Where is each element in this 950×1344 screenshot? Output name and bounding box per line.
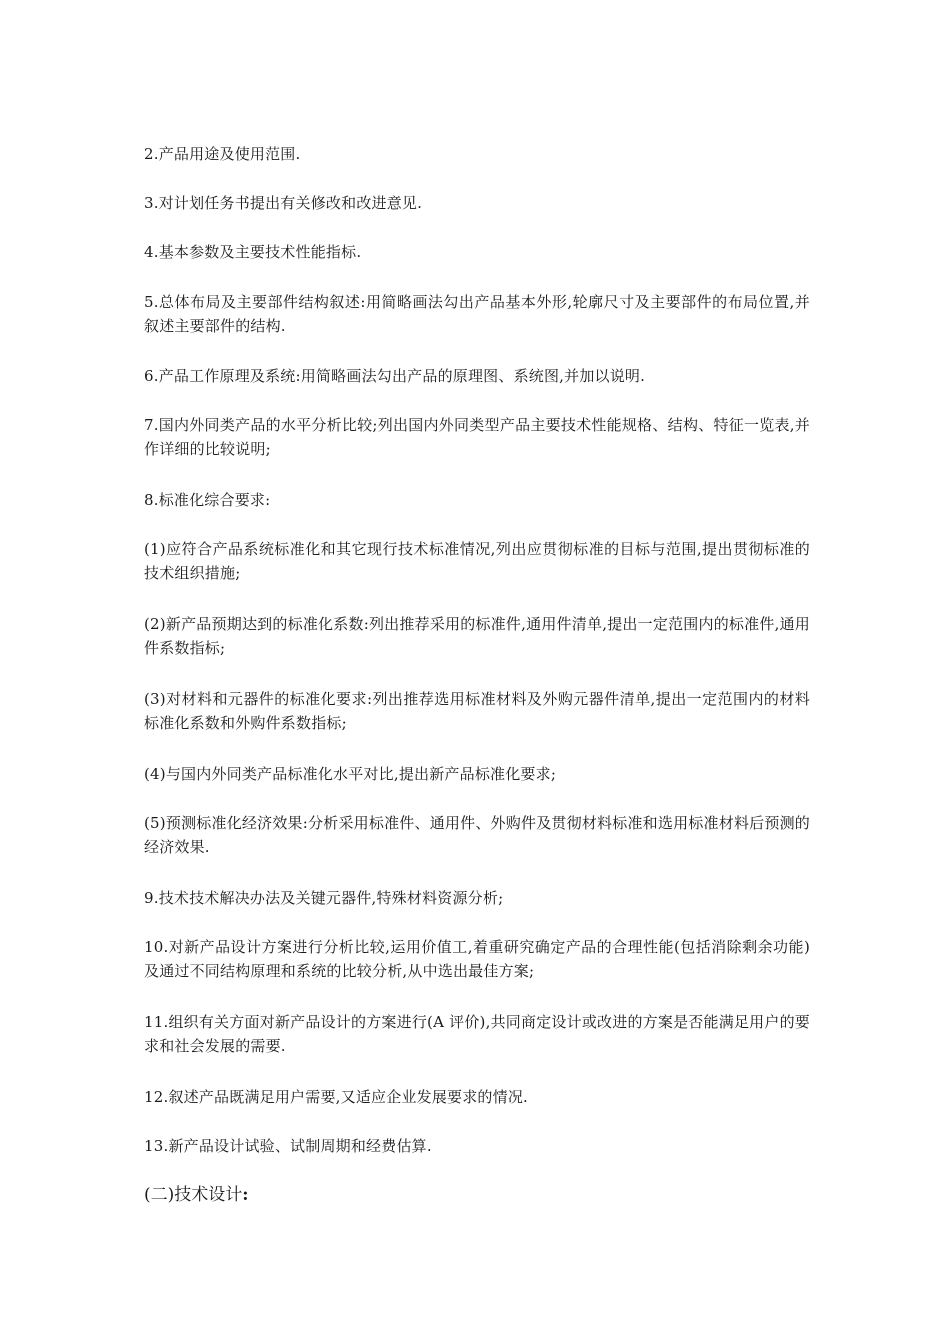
paragraph-item-8: 8.标准化综合要求: xyxy=(144,491,271,509)
paragraph-sub-item-5: (5)预测标准化经济效果:分析采用标准件、通用件、外购件及贯彻材料标准和选用标准材料后预测的经济效果. xyxy=(144,814,810,856)
paragraph-sub-item-3: (3)对材料和元器件的标准化要求:列出推荐选用标准材料及外购元器件清单,提出一定范围内的材料标准化系数和外购件系数指标; xyxy=(144,690,810,732)
section-heading xyxy=(144,1182,249,1208)
paragraph-sub-item-2: (2)新产品预期达到的标准化系数:列出推荐采用的标准件,通用件清单,提出一定范围内的标准件,通用件系数指标; xyxy=(144,615,810,657)
paragraph-item-5: 5.总体布局及主要部件结构叙述:用简略画法勾出产品基本外形,轮廓尺寸及主要部件的布局位置,并叙述主要部件的结构. xyxy=(144,293,810,335)
paragraph-item-3: 3.对计划任务书提出有关修改和改进意见. xyxy=(144,194,423,212)
paragraph-item-11: 11.组织有关方面对新产品设计的方案进行(A 评价),共同商定设计或改进的方案是否能满足用户的要求和社会发展的需要. xyxy=(144,1013,810,1055)
paragraph-item-12: 12.叙述产品既满足用户需要,又适应企业发展要求的情况. xyxy=(144,1088,528,1106)
paragraph-item-6: 6.产品工作原理及系统:用简略画法勾出产品的原理图、系统图,并加以说明. xyxy=(144,367,646,385)
paragraph-item-13: 13.新产品设计试验、试制周期和经费估算. xyxy=(144,1137,432,1155)
paragraph-sub-item-4: (4)与国内外同类产品标准化水平对比,提出新产品标准化要求; xyxy=(144,765,557,783)
paragraph-item-10: 10.对新产品设计方案进行分析比较,运用价值工,着重研究确定产品的合理性能(包括消除剩余功能)及通过不同结构原理和系统的比较分析,从中选出最佳方案; xyxy=(144,938,810,980)
paragraph-item-7: 7.国内外同类产品的水平分析比较;列出国内外同类型产品主要技术性能规格、结构、特征一览表,并作详细的比较说明; xyxy=(144,416,810,458)
section-heading-text: (二)技术设计 xyxy=(144,1185,243,1205)
paragraph-item-4: 4.基本参数及主要技术性能指标. xyxy=(144,243,362,261)
section-heading-colon: : xyxy=(242,1185,249,1205)
paragraph-item-9: 9.技术技术解决办法及关键元器件,特殊材料资源分析; xyxy=(144,889,504,907)
paragraph-sub-item-1: (1)应符合产品系统标准化和其它现行技术标准情况,列出应贯彻标准的目标与范围,提出贯彻标准的技术组织措施; xyxy=(144,540,810,582)
paragraph-item-2: 2.产品用途及使用范围. xyxy=(144,145,301,163)
